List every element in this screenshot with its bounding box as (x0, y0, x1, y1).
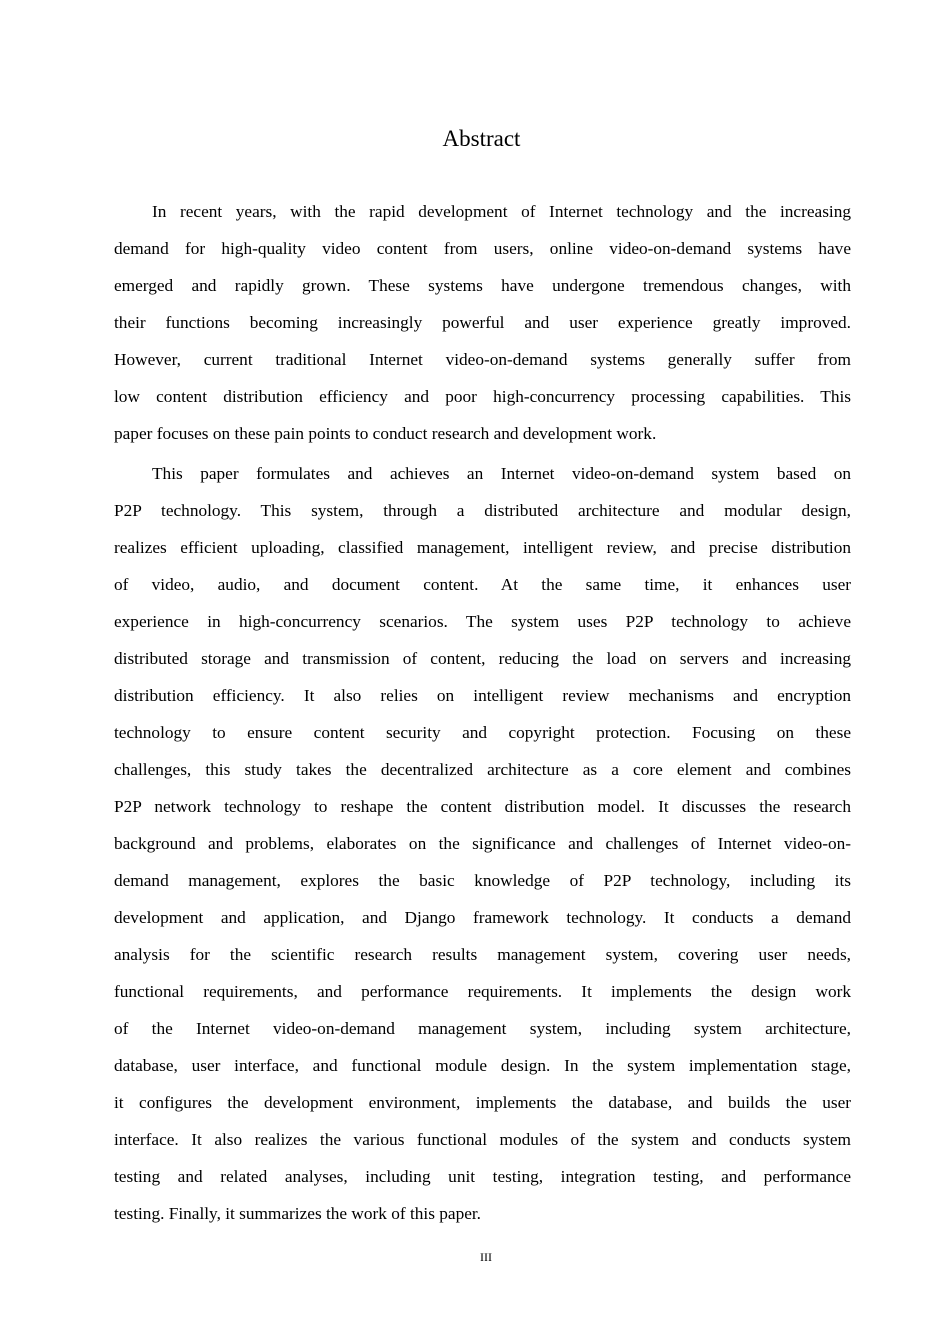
paragraph-line: functional requirements, and performance requirements. It implements the design work (114, 982, 851, 1001)
paragraph-line: testing and related analyses, including unit testing, integration testing, and performance (114, 1167, 851, 1186)
paragraph-line: of the Internet video-on-demand management system, including system architecture, (114, 1019, 851, 1038)
paragraph-line: background and problems, elaborates on the significance and challenges of Internet video-on- (114, 834, 851, 853)
paragraph-line: challenges, this study takes the decentralized architecture as a core element and combines (114, 760, 851, 779)
paragraph-line: distributed storage and transmission of content, reducing the load on servers and increasing (114, 649, 851, 668)
paragraph-line: However, current traditional Internet video-on-demand systems generally suffer from (114, 350, 851, 369)
paragraph-line: P2P network technology to reshape the content distribution model. It discusses the research (114, 797, 851, 816)
paragraph-line: experience in high-concurrency scenarios. The system uses P2P technology to achieve (114, 612, 851, 631)
paragraph-line: P2P technology. This system, through a distributed architecture and modular design, (114, 501, 851, 520)
paragraph-line: testing. Finally, it summarizes the work of this paper. (114, 1204, 482, 1223)
paragraph-line: low content distribution efficiency and poor high-concurrency processing capabilities. This (114, 387, 851, 406)
paragraph-line: it configures the development environment, implements the database, and builds the user (114, 1093, 851, 1112)
paragraph-line: development and application, and Django framework technology. It conducts a demand (114, 908, 851, 927)
paragraph-line: technology to ensure content security and copyright protection. Focusing on these (114, 723, 851, 742)
paragraph-line: emerged and rapidly grown. These systems have undergone tremendous changes, with (114, 276, 851, 295)
abstract-body (114, 199, 851, 1238)
paragraph-line: interface. It also realizes the various functional modules of the system and conducts system (114, 1130, 851, 1149)
paragraph-line: analysis for the scientific research results management system, covering user needs, (114, 945, 851, 964)
page-title: Abstract (442, 126, 521, 151)
page-number: III (480, 1250, 492, 1264)
paragraph-line: their functions becoming increasingly powerful and user experience greatly improved. (114, 313, 851, 332)
paragraph-line: database, user interface, and functional module design. In the system implementation stage, (114, 1056, 851, 1075)
paragraph-line: demand for high-quality video content from users, online video-on-demand systems have (114, 239, 851, 258)
paragraph-line: demand management, explores the basic knowledge of P2P technology, including its (114, 871, 851, 890)
paragraph-line: realizes efficient uploading, classified management, intelligent review, and precise distribution (114, 538, 851, 557)
paragraph-line: of video, audio, and document content. At the same time, it enhances user (114, 575, 851, 594)
paragraph-line: distribution efficiency. It also relies on intelligent review mechanisms and encryption (114, 686, 851, 705)
paragraph-line: In recent years, with the rapid development of Internet technology and the increasing (152, 202, 851, 221)
paragraph-line: paper focuses on these pain points to conduct research and development work. (114, 424, 657, 443)
paragraph-line: This paper formulates and achieves an Internet video-on-demand system based on (152, 464, 851, 483)
